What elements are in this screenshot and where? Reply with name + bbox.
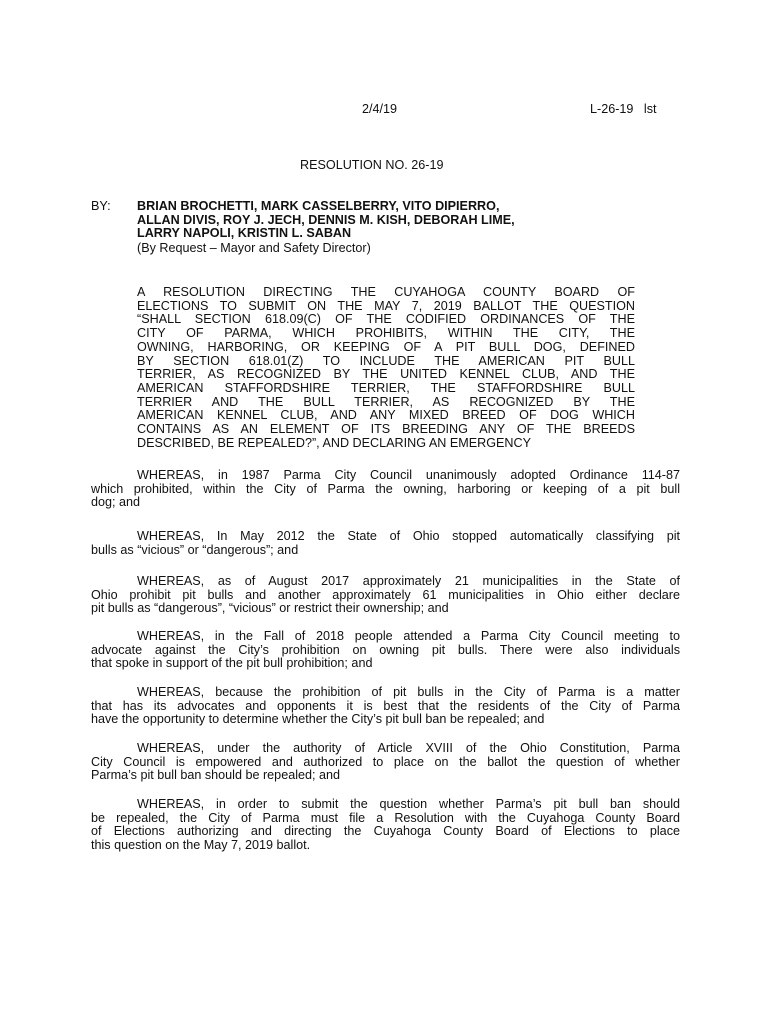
whereas-line: this question on the May 7, 2019 ballot. xyxy=(91,838,311,853)
whereas-line: have the opportunity to determine whether the City’s pit bull ban be repealed; and xyxy=(91,712,545,727)
whereas-line: advocate against the City’s prohibition on owning pit bulls. There were also individuals xyxy=(91,642,680,657)
sponsor-line: LARRY NAPOLI, KRISTIN L. SABAN xyxy=(137,226,352,241)
caption-line: TERRIER, AS RECOGNIZED BY THE UNITED KENNEL CLUB, AND THE xyxy=(137,367,635,382)
whereas-line: Ohio prohibit pit bulls and another approximately 61 municipalities in Ohio either declare xyxy=(91,587,680,602)
caption-line: AMERICAN STAFFORDSHIRE TERRIER, THE STAFFORDSHIRE BULL xyxy=(137,380,635,395)
whereas-line: be repealed, the City of Parma must file a Resolution with the Cuyahoga County Board xyxy=(91,810,680,825)
whereas-clause-7 xyxy=(91,798,680,853)
whereas-line: WHEREAS, because the prohibition of pit bulls in the City of Parma is a matter xyxy=(137,685,680,699)
whereas-clause-4 xyxy=(91,630,680,671)
sponsor-list xyxy=(137,200,617,241)
sponsor-line: ALLAN DIVIS, ROY J. JECH, DENNIS M. KISH, DEBORAH LIME, xyxy=(137,212,515,227)
whereas-line: pit bulls as “dangerous”, “vicious” or restrict their ownership; and xyxy=(91,601,449,616)
caption-line: “SHALL SECTION 618.09(C) OF THE CODIFIED ORDINANCES OF THE xyxy=(137,312,635,327)
resolution-caption xyxy=(137,286,635,450)
whereas-line: which prohibited, within the City of Parma the owning, harboring or keeping of a pit bull xyxy=(91,481,680,496)
whereas-clause-2 xyxy=(91,530,680,557)
caption-line: OWNING, HARBORING, OR KEEPING OF A PIT BULL DOG, DEFINED xyxy=(137,339,635,354)
whereas-clause-5 xyxy=(91,686,680,727)
whereas-line: dog; and xyxy=(91,495,141,510)
caption-line: DESCRIBED, BE REPEALED?”, AND DECLARING AN EMERGENCY xyxy=(137,435,532,450)
caption-line: ELECTIONS TO SUBMIT ON THE MAY 7, 2019 BALLOT THE QUESTION xyxy=(137,298,635,313)
whereas-line: City Council is empowered and authorized to place on the ballot the question of whether xyxy=(91,754,680,769)
whereas-clause-3 xyxy=(91,575,680,616)
header-document-code: L-26-19 lst xyxy=(590,102,657,116)
caption-line: CONTAINS AS AN ELEMENT OF ITS BREEDING ANY OF THE BREEDS xyxy=(137,422,635,437)
by-request-note: (By Request – Mayor and Safety Director) xyxy=(137,241,371,255)
whereas-line: WHEREAS, as of August 2017 approximately 21 municipalities in the State of xyxy=(137,574,680,588)
resolution-title: RESOLUTION NO. 26-19 xyxy=(300,158,444,172)
whereas-line: bulls as “vicious” or “dangerous”; and xyxy=(91,542,299,557)
whereas-line: that spoke in support of the pit bull prohibition; and xyxy=(91,656,373,671)
whereas-clause-6 xyxy=(91,742,680,783)
whereas-line: WHEREAS, in the Fall of 2018 people attended a Parma City Council meeting to xyxy=(137,629,680,643)
whereas-line: WHEREAS, under the authority of Article XVIII of the Ohio Constitution, Parma xyxy=(137,741,680,755)
header-date: 2/4/19 xyxy=(362,102,398,116)
sponsor-line: BRIAN BROCHETTI, MARK CASSELBERRY, VITO DIPIERRO, xyxy=(137,199,500,213)
whereas-line: WHEREAS, In May 2012 the State of Ohio stopped automatically classifying pit xyxy=(137,529,680,543)
whereas-line: Parma’s pit bull ban should be repealed; and xyxy=(91,768,341,783)
caption-line: CITY OF PARMA, WHICH PROHIBITS, WITHIN THE CITY, THE xyxy=(137,326,635,341)
whereas-line: of Elections authorizing and directing the Cuyahoga County Board of Elections to place xyxy=(91,824,680,839)
whereas-line: WHEREAS, in 1987 Parma City Council unanimously adopted Ordinance 114-87 xyxy=(137,468,680,482)
whereas-line: that has its advocates and opponents it is best that the residents of the City of Parma xyxy=(91,698,680,713)
caption-line: AMERICAN KENNEL CLUB, AND ANY MIXED BREED OF DOG WHICH xyxy=(137,408,635,423)
by-label: BY: xyxy=(91,199,111,213)
caption-line: A RESOLUTION DIRECTING THE CUYAHOGA COUNTY BOARD OF xyxy=(137,285,635,299)
caption-line: BY SECTION 618.01(Z) TO INCLUDE THE AMERICAN PIT BULL xyxy=(137,353,635,368)
whereas-line: WHEREAS, in order to submit the question whether Parma’s pit bull ban should xyxy=(137,797,680,811)
caption-line: TERRIER AND THE BULL TERRIER, AS RECOGNIZED BY THE xyxy=(137,394,635,409)
whereas-clause-1 xyxy=(91,469,680,510)
